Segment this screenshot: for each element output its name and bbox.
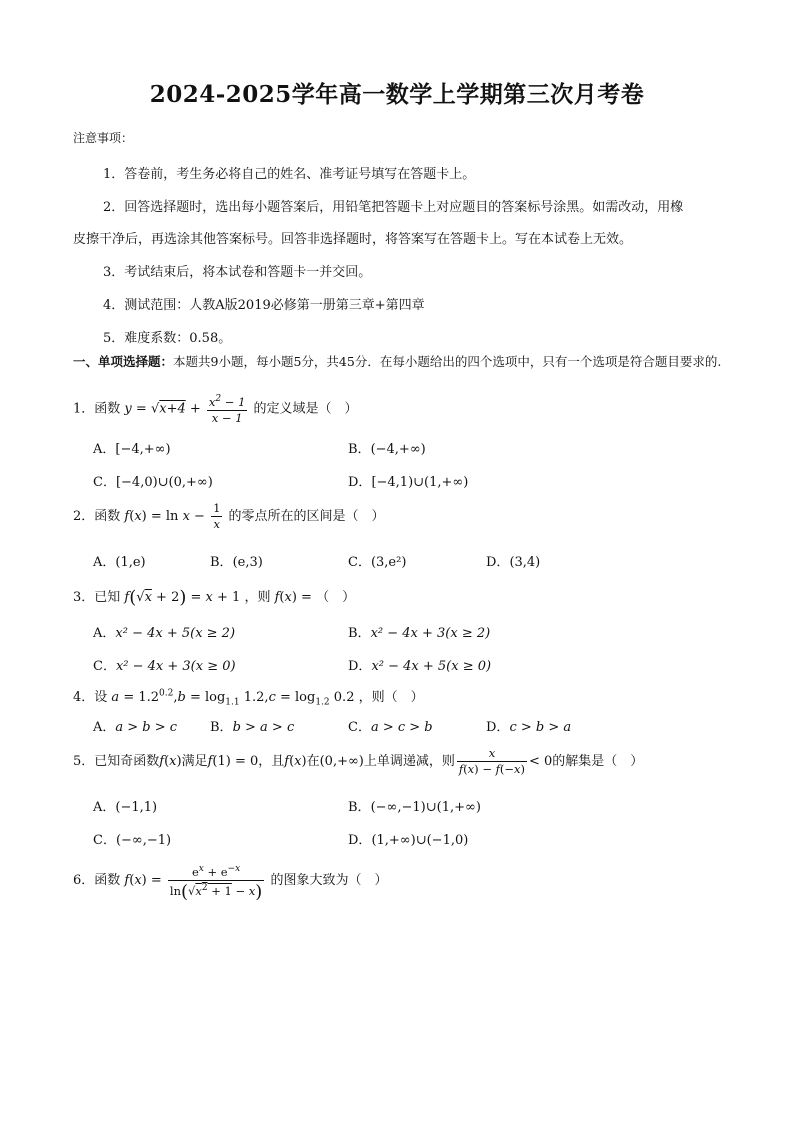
note-item: 5．难度系数：0.58。 xyxy=(103,331,232,346)
question-2: 2．函数 f(x) = ln x − $\frac{1}{x}$ 的零点所在的区间是（ ） xyxy=(73,501,385,531)
option-b[interactable]: B．b > a > c xyxy=(210,720,295,735)
option-a[interactable]: A．a > b > c xyxy=(93,720,178,735)
option-b[interactable]: B．(−4,+∞) xyxy=(348,442,426,457)
question-5: 5．已知奇函数f(x)满足f(1) = 0，且f(x)在(0,+∞)上单调递减，则 $\frac{x}{f(x) - f(-x)}$ < 0的解集是（ ） xyxy=(73,746,644,776)
note-item: 1．答卷前，考生务必将自己的姓名、准考证号填写在答题卡上。 xyxy=(103,167,476,182)
option-d[interactable]: D．[−4,1)∪(1,+∞) xyxy=(348,475,469,490)
note-item: 4．测试范围：人教A版2019必修第一册第三章+第四章 xyxy=(103,298,425,313)
option-d-value: (1,+∞)∪(−1,0) xyxy=(371,833,469,848)
question-text: 满足 xyxy=(181,754,208,769)
option-d-value: [−4,1)∪(1,+∞) xyxy=(371,475,469,490)
section-text: 本题共9小题，每小题5分，共45分．在每小题给出的四个选项中，只有一个选项是符合题目要求的. xyxy=(173,354,722,369)
notes-heading: 注意事项： xyxy=(73,131,134,145)
fraction: $\frac{e^x + e^{-x}}{\ln(√x^2 + 1 - x)}$ xyxy=(169,864,263,903)
question-text: 3．已知 xyxy=(73,590,121,605)
option-b-value: x² − 4x + 3(x ≥ 2) xyxy=(370,626,491,641)
option-d-value: x² − 4x + 5(x ≥ 0) xyxy=(371,659,492,674)
question-3: 3．已知 f(√x + 2) = x + 1 ，则 f(x) = （ ） xyxy=(73,587,356,608)
option-b[interactable]: B．(−∞,−1)∪(1,+∞) xyxy=(348,800,481,815)
fraction: $\frac{x^2 - 1}{x - 1}$ xyxy=(208,394,246,425)
question-text: 6．函数 xyxy=(73,873,121,889)
option-a-value: a > b > c xyxy=(115,720,178,735)
option-b-value: (−∞,−1)∪(1,+∞) xyxy=(370,800,481,815)
option-a[interactable]: A．[−4,+∞) xyxy=(93,442,171,457)
section-label: 一、单项选择题： xyxy=(73,354,174,369)
option-b[interactable]: B．x² − 4x + 3(x ≥ 2) xyxy=(348,626,491,641)
option-c-value: (3,e²) xyxy=(370,555,407,570)
option-d-value: c > b > a xyxy=(509,720,572,735)
option-a-value: x² − 4x + 5(x ≥ 2) xyxy=(115,626,236,641)
option-a[interactable]: A．x² − 4x + 5(x ≥ 2) xyxy=(93,626,236,641)
option-b-value: b > a > c xyxy=(232,720,295,735)
option-d[interactable]: D．(3,4) xyxy=(486,555,541,570)
option-c-value: a > c > b xyxy=(370,720,433,735)
option-a-value: (−1,1) xyxy=(115,800,158,815)
question-text: 的定义域是（ ） xyxy=(253,401,358,417)
formula: f xyxy=(124,509,130,524)
page-title: 2024-2025学年高一数学上学期第三次月考卷 xyxy=(149,81,645,108)
section-heading xyxy=(73,352,733,371)
option-c-value: [−4,0)∪(0,+∞) xyxy=(115,475,213,490)
option-c[interactable]: C．(−∞,−1) xyxy=(93,833,172,848)
question-text: 4．设 xyxy=(73,690,108,705)
option-a[interactable]: A．(−1,1) xyxy=(93,800,158,815)
question-text: ，则（ ） xyxy=(358,690,424,705)
question-text: ，且 xyxy=(258,754,285,769)
option-d[interactable]: D．(1,+∞)∪(−1,0) xyxy=(348,833,469,848)
option-a-value: (1,e) xyxy=(115,555,146,570)
formula: y xyxy=(124,401,132,417)
question-text: 1．函数 xyxy=(73,401,121,417)
option-b-value: (−4,+∞) xyxy=(370,442,426,457)
question-text: ，则 xyxy=(244,590,271,605)
option-b-value: (e,3) xyxy=(232,555,263,570)
question-text: 在 xyxy=(306,754,320,769)
option-a[interactable]: A．(1,e) xyxy=(93,555,146,570)
note-item: 3．考试结束后，将本试卷和答题卡一并交回。 xyxy=(103,265,372,280)
option-c-value: (−∞,−1) xyxy=(115,833,172,848)
option-b[interactable]: B．(e,3) xyxy=(210,555,263,570)
option-c-value: x² − 4x + 3(x ≥ 0) xyxy=(115,659,236,674)
option-c[interactable]: C．a > c > b xyxy=(348,720,433,735)
option-d[interactable]: D．c > b > a xyxy=(486,720,572,735)
fraction: $\frac{x}{f(x) - f(-x)}$ xyxy=(458,746,525,776)
option-a-value: [−4,+∞) xyxy=(115,442,171,457)
question-6: 6．函数 f(x) = $\frac{e^x + e^{-x}}{\ln(√x^2 + 1 - x)}$ 的图象大致为（ ） xyxy=(73,864,388,903)
option-d[interactable]: D．x² − 4x + 5(x ≥ 0) xyxy=(348,659,492,674)
fraction: $\frac{1}{x}$ xyxy=(213,501,221,531)
question-text: 的解集是（ ） xyxy=(552,754,644,769)
question-4: 4．设 $a = 1.2^{0.2},b = \log_{1.1} 1.2,c = \log_{1.2} 0.2$ ，则（ ） xyxy=(73,688,424,708)
question-text: 的零点所在的区间是（ ） xyxy=(228,509,385,524)
question-text: 的图象大致为（ ） xyxy=(270,873,388,889)
option-d-value: (3,4) xyxy=(509,555,541,570)
question-text: （ ） xyxy=(316,590,356,605)
note-item: 皮擦干净后，再选涂其他答案标号。回答非选择题时，将答案写在答题卡上。写在本试卷上无效。 xyxy=(73,232,633,247)
question-1: 1．函数 y = √x+4 + $\frac{x^2 - 1}{x - 1}$ 的定义域是（ ） xyxy=(73,394,358,425)
question-text: 5．已知奇函数 xyxy=(73,754,160,769)
question-text: 2．函数 xyxy=(73,509,121,524)
question-text: 上单调递减，则 xyxy=(363,754,455,769)
option-c[interactable]: C．[−4,0)∪(0,+∞) xyxy=(93,475,213,490)
note-item: 2．回答选择题时，选出每小题答案后，用铅笔把答题卡上对应题目的答案标号涂黑。如需改动，用橡 xyxy=(103,200,684,215)
option-c[interactable]: C．x² − 4x + 3(x ≥ 0) xyxy=(93,659,236,674)
option-c[interactable]: C．(3,e²) xyxy=(348,555,407,570)
